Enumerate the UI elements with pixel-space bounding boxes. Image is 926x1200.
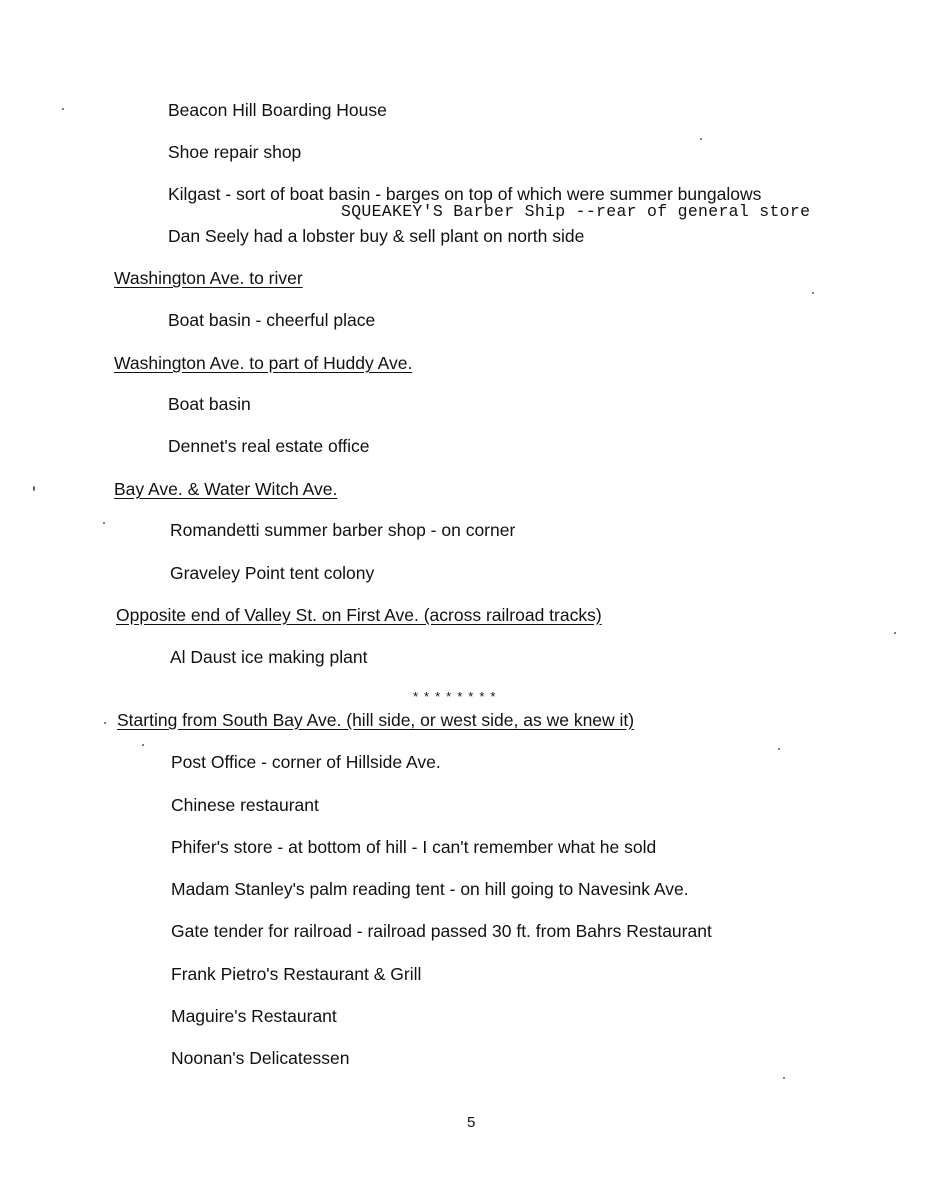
list-item: Dennet's real estate office (168, 436, 370, 456)
scan-speck (778, 748, 780, 750)
scan-speck (104, 722, 106, 724)
list-item: Post Office - corner of Hillside Ave. (171, 752, 441, 772)
scan-speck (783, 1077, 785, 1079)
scan-speck (142, 744, 144, 746)
section-heading: Washington Ave. to part of Huddy Ave. (114, 353, 413, 373)
list-item: Maguire's Restaurant (171, 1006, 337, 1026)
section-heading: Bay Ave. & Water Witch Ave. (114, 479, 338, 499)
list-item: Noonan's Delicatessen (171, 1048, 350, 1068)
list-item: Phifer's store - at bottom of hill - I can't remember what he sold (171, 837, 657, 857)
list-item: Al Daust ice making plant (170, 647, 368, 667)
scan-speck (894, 632, 896, 634)
typed-note: SQUEAKEY'S Barber Ship --rear of general store (341, 202, 811, 221)
scan-speck (33, 486, 35, 491)
scan-speck (700, 138, 702, 140)
list-item: Gate tender for railroad - railroad passed 30 ft. from Bahrs Restaurant (171, 921, 712, 941)
entry-beacon-hill: Beacon Hill Boarding House (168, 100, 387, 120)
list-item: Chinese restaurant (171, 795, 319, 815)
section-heading: Starting from South Bay Ave. (hill side, or west side, as we knew it) (117, 710, 635, 730)
list-item: Boat basin - cheerful place (168, 310, 376, 330)
entry-kilgast: Kilgast - sort of boat basin - barges on top of which were summer bungalows (168, 184, 762, 204)
list-item: Graveley Point tent colony (170, 563, 375, 583)
scan-speck (103, 522, 105, 524)
section-heading: Opposite end of Valley St. on First Ave. (across railroad tracks) (116, 605, 602, 625)
list-item: Frank Pietro's Restaurant & Grill (171, 964, 422, 984)
section-heading: Washington Ave. to river (114, 268, 303, 288)
list-item: Romandetti summer barber shop - on corner (170, 520, 516, 540)
list-item: Madam Stanley's palm reading tent - on hill going to Navesink Ave. (171, 879, 689, 899)
scan-speck (812, 292, 814, 294)
list-item: Boat basin (168, 394, 251, 414)
page-number: 5 (467, 1114, 476, 1131)
entry-dan-seely: Dan Seely had a lobster buy & sell plant on north side (168, 226, 585, 246)
separator-stars: ******** (413, 689, 502, 704)
entry-shoe-repair: Shoe repair shop (168, 142, 302, 162)
scan-speck (62, 108, 64, 110)
